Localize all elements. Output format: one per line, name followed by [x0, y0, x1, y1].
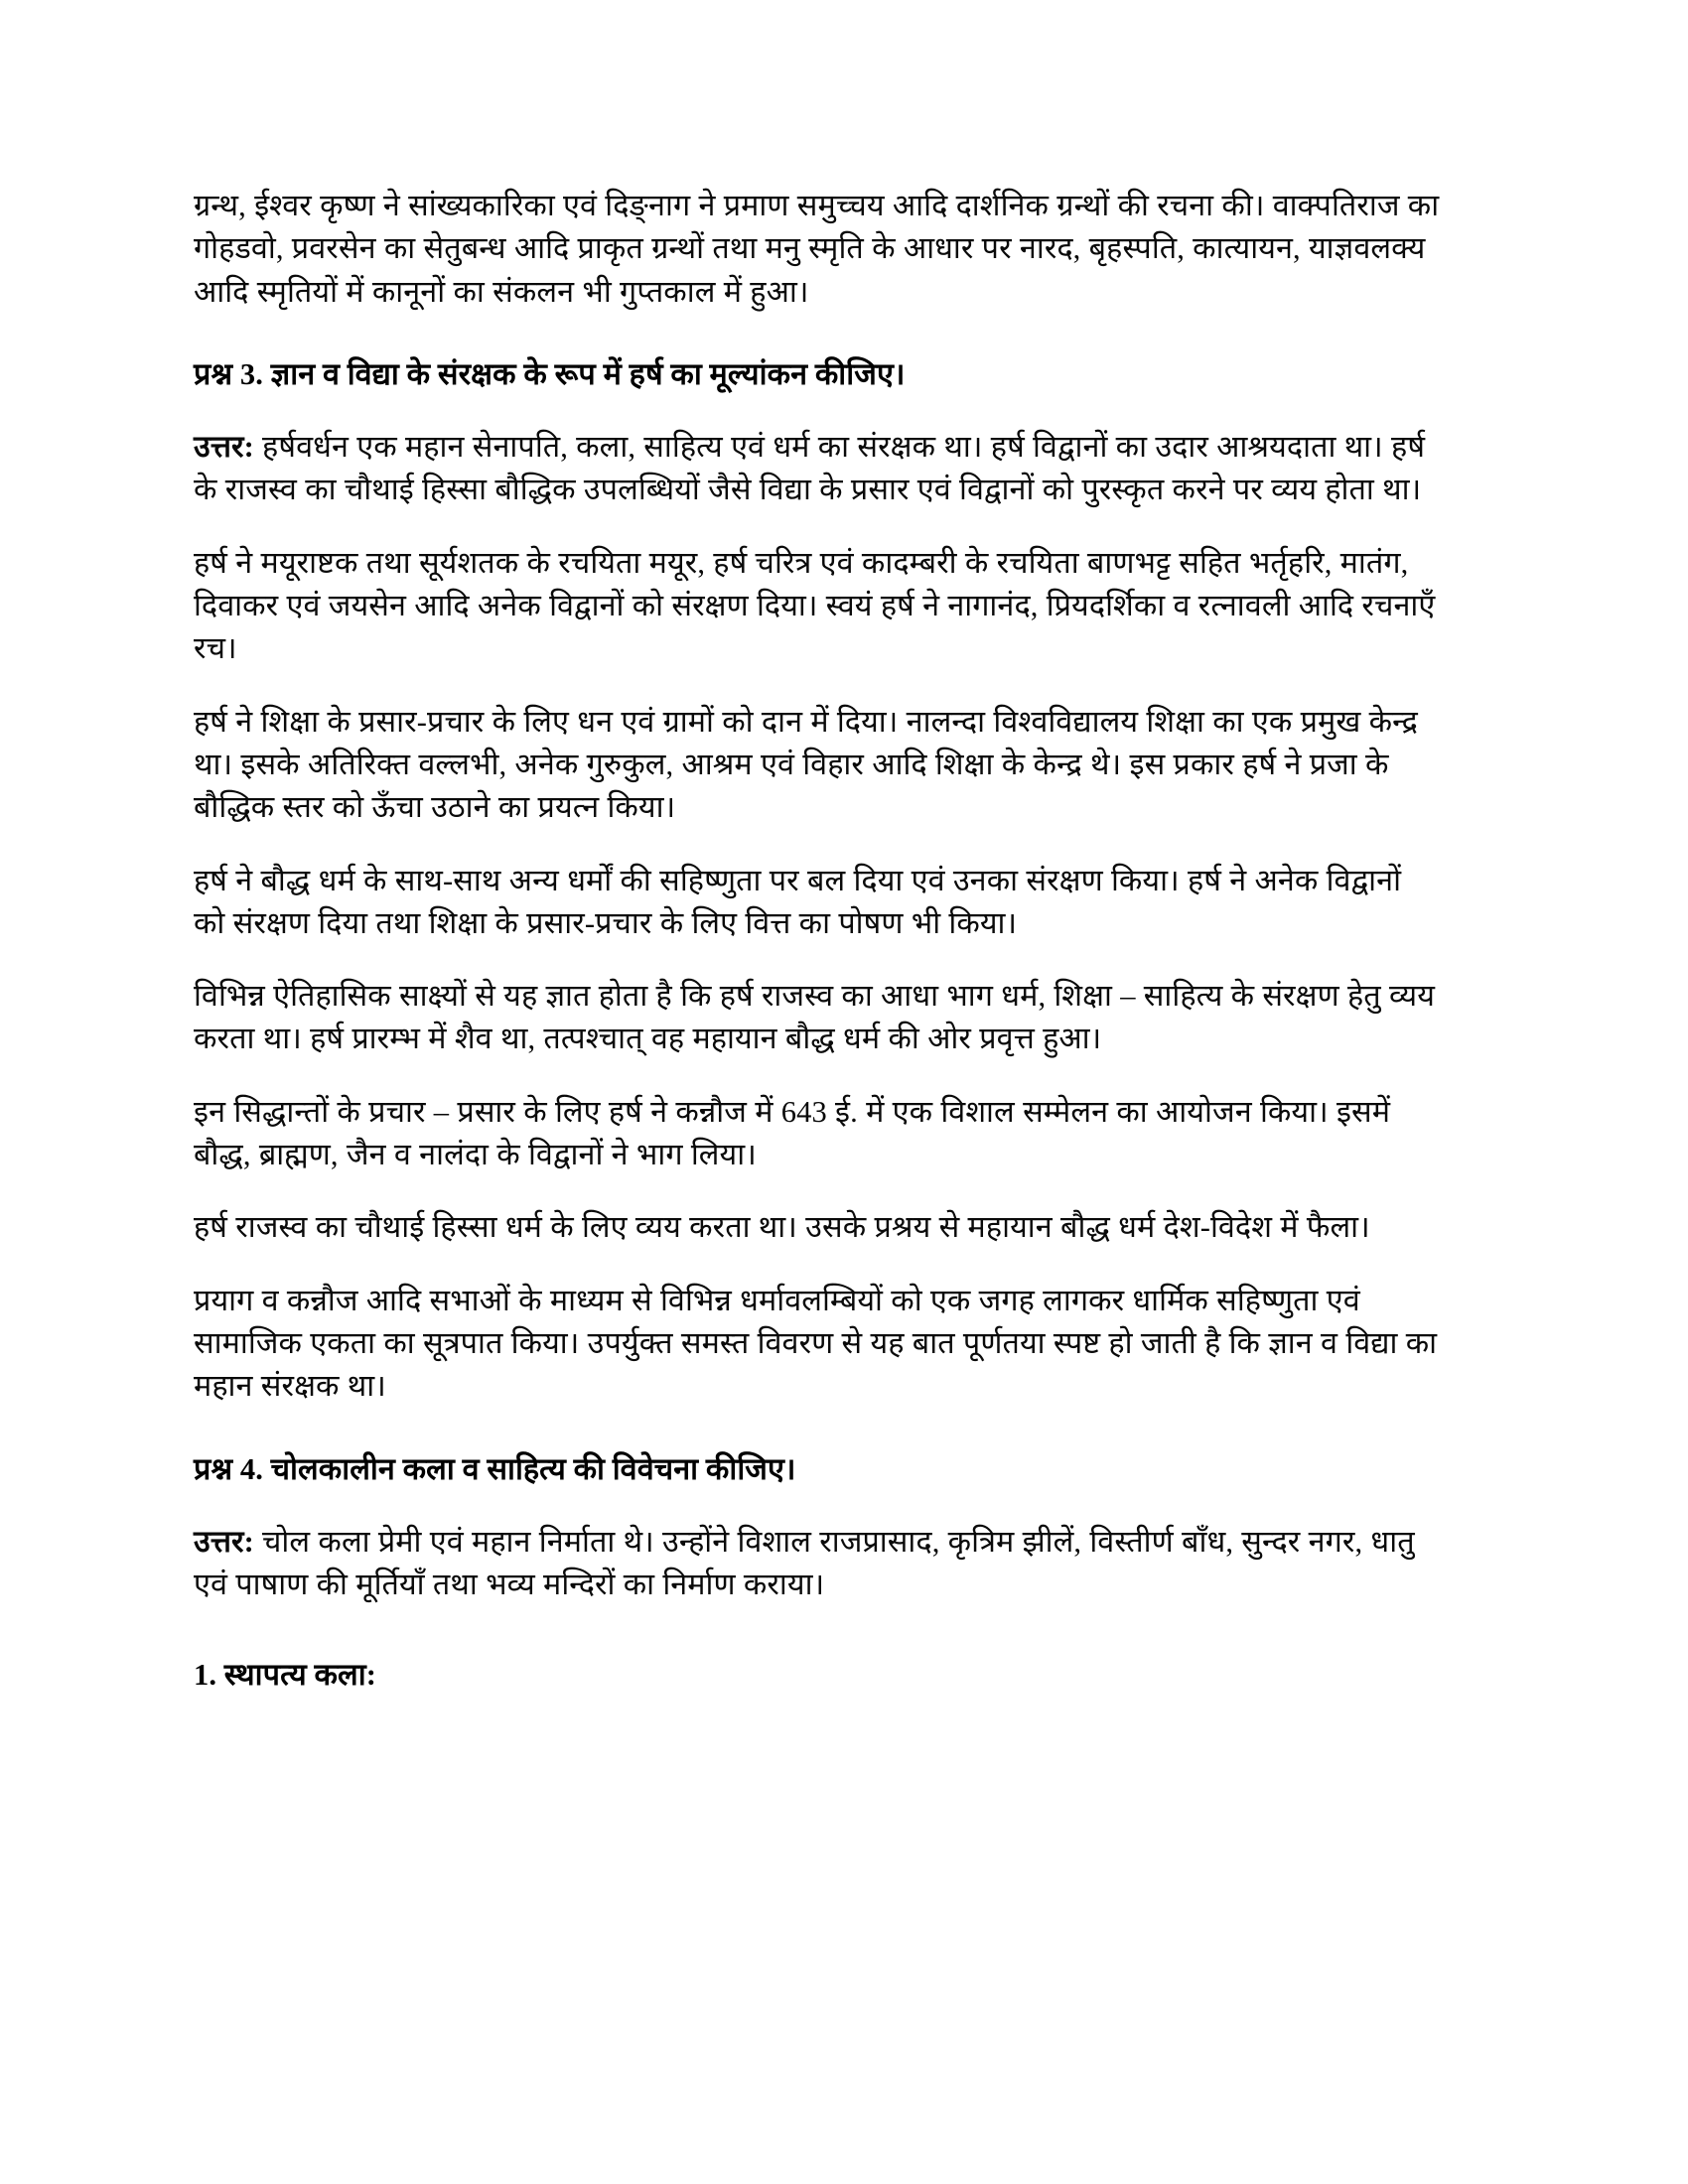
question-3-answer-paragraph-7: हर्ष राजस्व का चौथाई हिस्सा धर्म के लिए व्यय करता था। उसके प्रश्रय से महायान बौद्ध धर्म देश-विदेश में फैला। — [194, 1210, 1370, 1245]
spacer — [194, 1636, 1440, 1654]
page-content-column — [194, 185, 1440, 1698]
question-3-answer-paragraph-1 — [194, 426, 1440, 512]
question-3-answer-paragraph-8: प्रयाग व कन्नौज आदि सभाओं के माध्यम से विभिन्न धर्मावलम्बियों को एक जगह लागकर धार्मिक सहिष्णुता एवं सामाजिक एकता का सूत्रपात किया। उपर्युक्त समस्त विवरण से यह बात पूर्णतया स्पष्ट हो जाती है कि ज्ञान व विद्या का महान संरक्षक था। — [194, 1283, 1438, 1404]
question-3-heading: प्रश्न 3. ज्ञान व विद्या के संरक्षक के रूप में हर्ष का मूल्यांकन कीजिए। — [194, 356, 906, 391]
q4-subheading-architecture: 1. स्थापत्य कला: — [194, 1658, 376, 1693]
answer-label: उत्तर: — [194, 1524, 254, 1559]
question-3-answer-paragraph-4: हर्ष ने बौद्ध धर्म के साथ-साथ अन्य धर्मों की सहिष्णुता पर बल दिया एवं उनका संरक्षण किया। हर्ष ने अनेक विद्वानों को संरक्षण दिया तथा शिक्षा के प्रसार-प्रचार के लिए वित्त का पोषण भी किया। — [194, 863, 1402, 940]
continued-paragraph: ग्रन्थ, ईश्वर कृष्ण ने सांख्यकारिका एवं दिङ्नाग ने प्रमाण समुच्चय आदि दार्शनिक ग्रन्थों की रचना की। वाक्पतिराज का गोहडवो, प्रवरसेन का सेतुबन्ध आदि प्राकृत ग्रन्थों तथा मनु स्मृति के आधार पर नारद, बृहस्पति, कात्यायन, याज्ञवलक्य आदि स्मृतियों में कानूनों का संकलन भी गुप्तकाल में हुआ। — [194, 189, 1440, 309]
spacer — [194, 343, 1440, 353]
answer-label: उत्तर: — [194, 430, 254, 465]
spacer — [194, 1438, 1440, 1448]
question-3-answer-paragraph-5: विभिन्न ऐतिहासिक साक्ष्यों से यह ज्ञात होता है कि हर्ष राजस्व का आधा भाग धर्म, शिक्षा – साहित्य के संरक्षण हेतु व्यय करता था। हर्ष प्रारम्भ में शैव था, तत्पश्चात् वह महायान बौद्ध धर्म की ओर प्रवृत्त हुआ। — [194, 979, 1435, 1056]
question-3-answer-paragraph-3: हर्ष ने शिक्षा के प्रसार-प्रचार के लिए धन एवं ग्रामों को दान में दिया। नालन्दा विश्वविद्यालय शिक्षा का एक प्रमुख केन्द्र था। इसके अतिरिक्त वल्लभी, अनेक गुरुकुल, आश्रम एवं विहार आदि शिक्षा के केन्द्र थे। इस प्रकार हर्ष ने प्रजा के बौद्धिक स्तर को ऊँचा उठाने का प्रयत्न किया। — [194, 704, 1418, 825]
answer-text: चोल कला प्रेमी एवं महान निर्माता थे। उन्होंने विशाल राजप्रासाद, कृत्रिम झीलें, विस्तीर्ण बाँध, सुन्दर नगर, धातु एवं पाषाण की मूर्तियाँ तथा भव्य मन्दिरों का निर्माण कराया। — [194, 1524, 1415, 1602]
question-3-answer-paragraph-2: हर्ष ने मयूराष्टक तथा सूर्यशतक के रचयिता मयूर, हर्ष चरित्र एवं कादम्बरी के रचयिता बाणभट्ट सहित भर्तृहरि, मातंग, दिवाकर एवं जयसेन आदि अनेक विद्वानों को संरक्षण दिया। स्वयं हर्ष ने नागानंद, प्रियदर्शिका व रत्नावली आदि रचनाएँ रच। — [194, 545, 1436, 666]
answer-text: हर्षवर्धन एक महान सेनापति, कला, साहित्य एवं धर्म का संरक्षक था। हर्ष विद्वानों का उदार आश्रयदाता था। हर्ष के राजस्व का चौथाई हिस्सा बौद्धिक उपलब्धियों जैसे विद्या के प्रसार एवं विद्वानों को पुरस्कृत करने पर व्यय होता था। — [194, 430, 1426, 507]
question-3-answer-paragraph-6: इन सिद्धान्तों के प्रचार – प्रसार के लिए हर्ष ने कन्नौज में 643 ई. में एक विशाल सम्मेलन का आयोजन किया। इसमें बौद्ध, ब्राह्मण, जैन व नालंदा के विद्वानों ने भाग लिया। — [194, 1094, 1391, 1172]
question-4-answer-paragraph-1 — [194, 1521, 1440, 1607]
question-4-heading: प्रश्न 4. चोलकालीन कला व साहित्य की विवेचना कीजिए। — [194, 1451, 796, 1486]
